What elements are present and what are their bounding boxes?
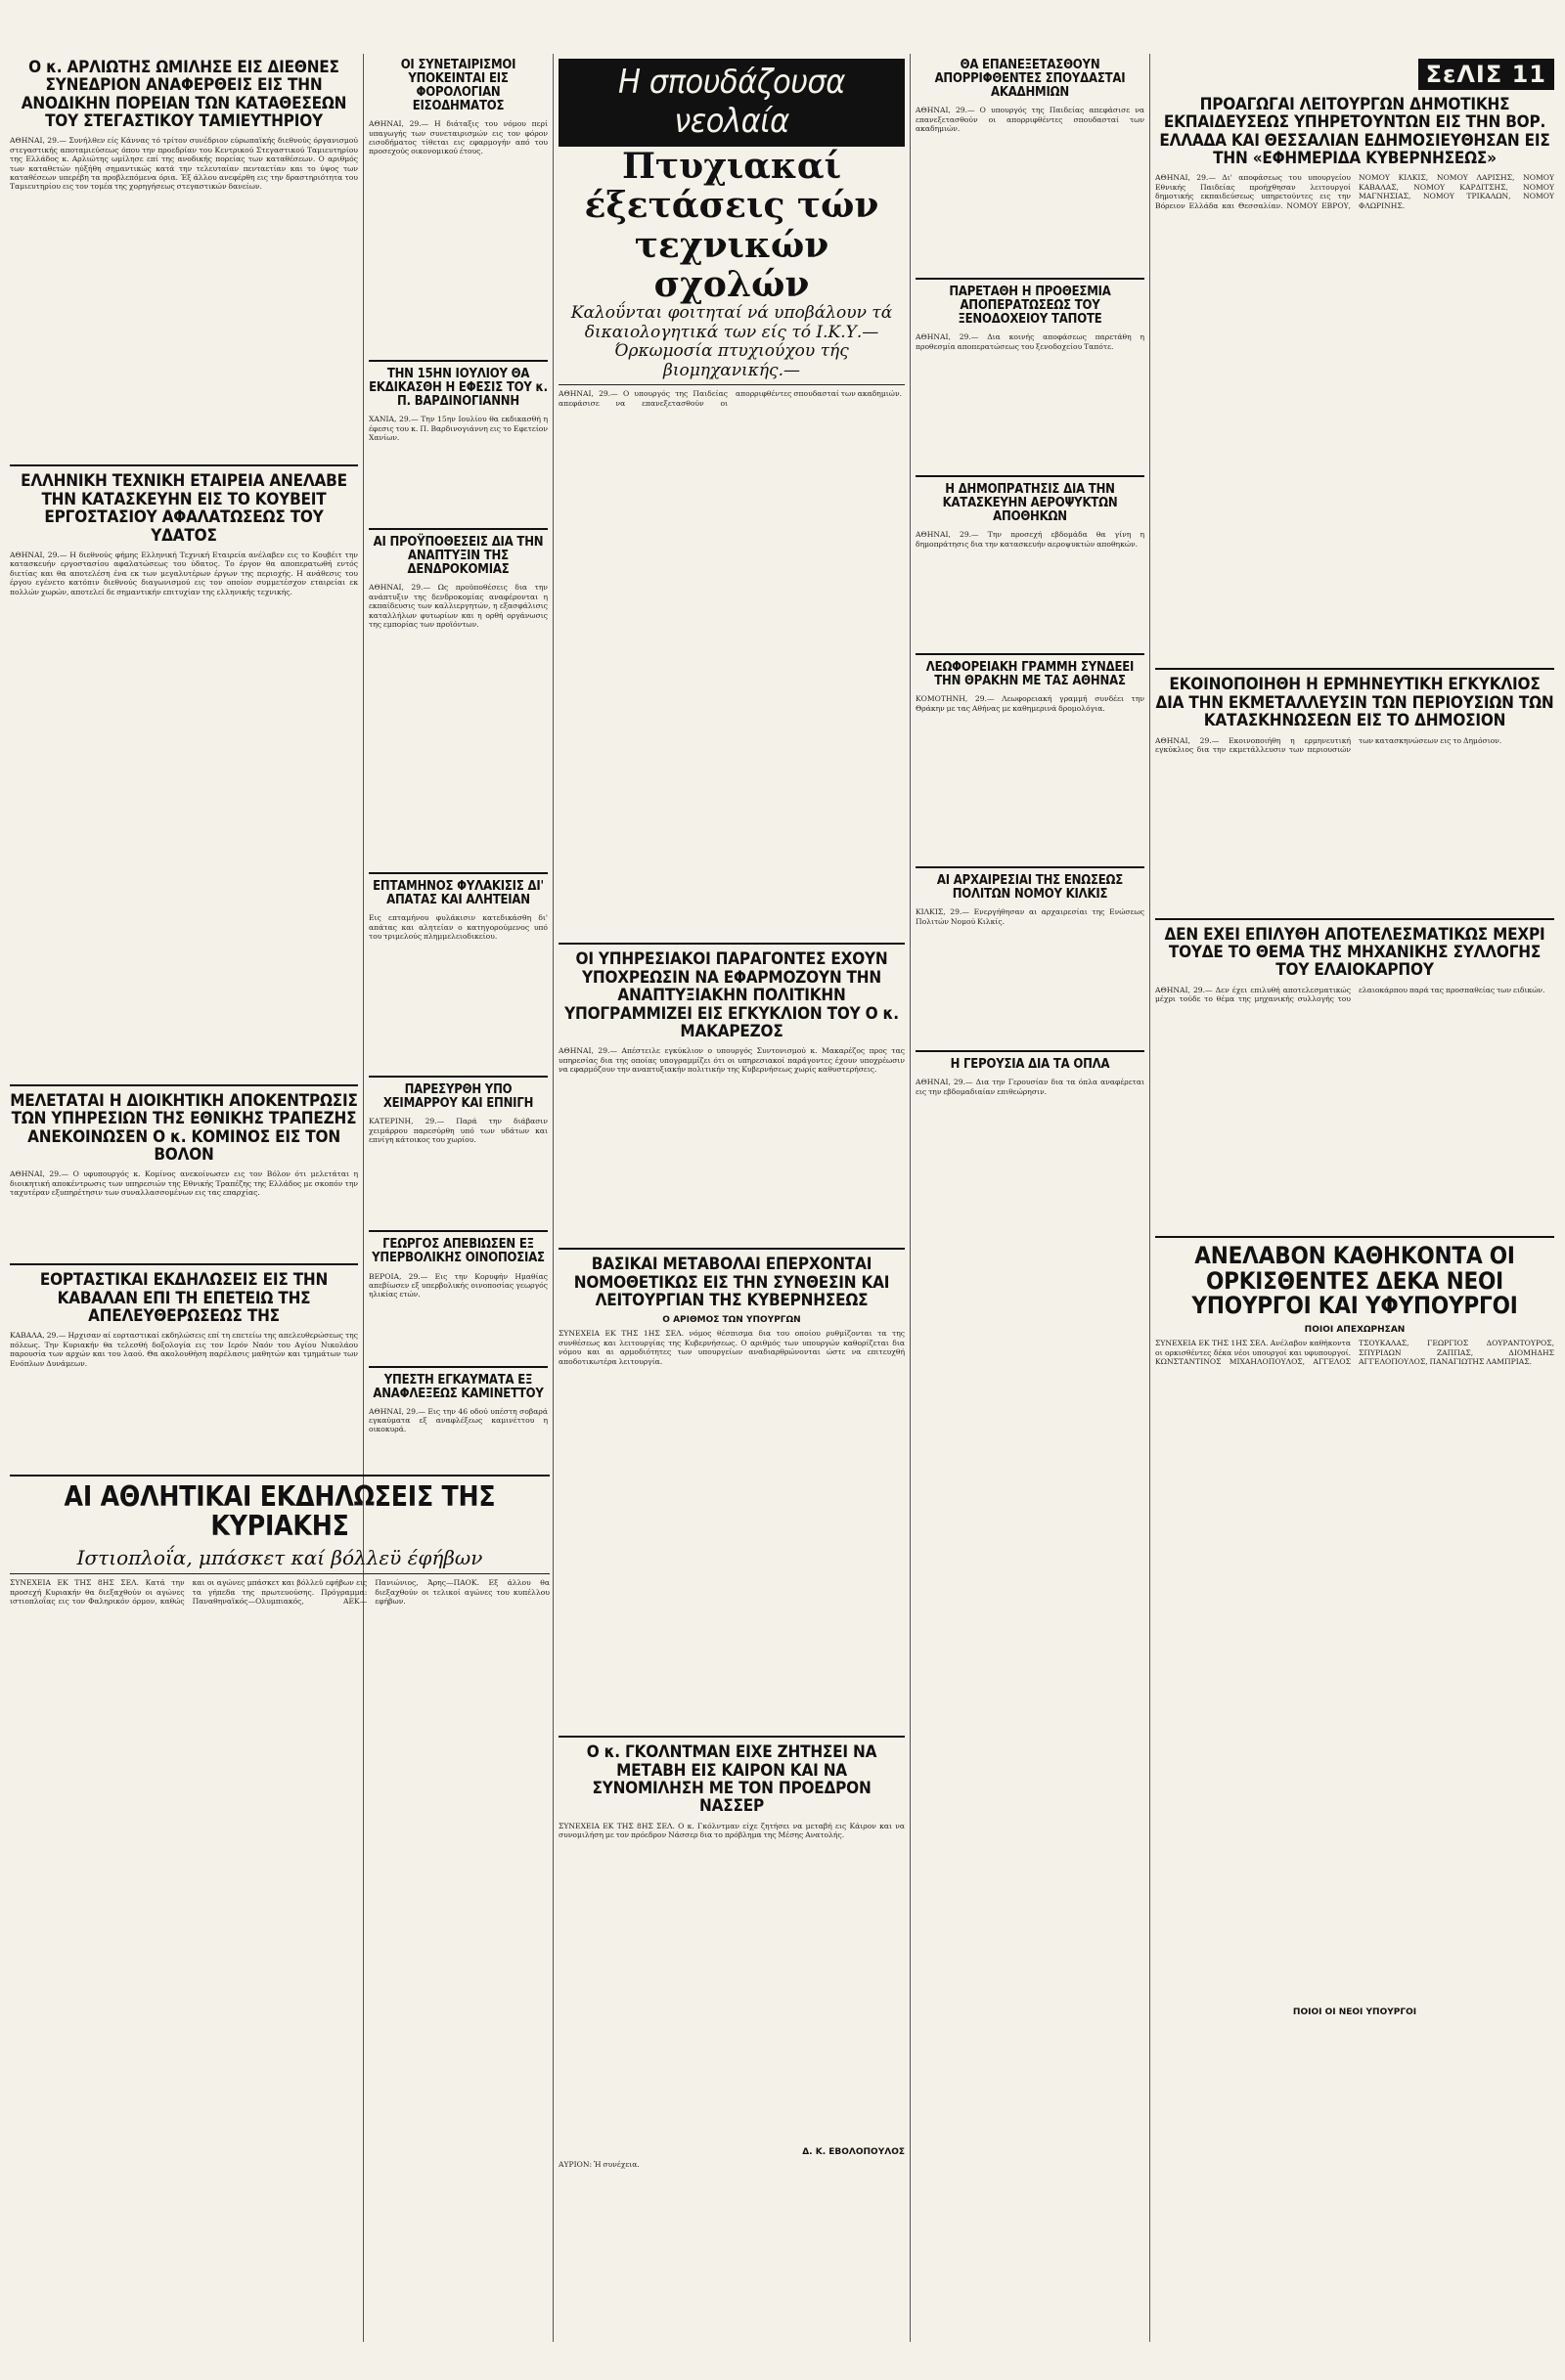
byline: Δ. Κ. ΕΒΟΛΟΠΟΥΛΟΣ [802, 2146, 905, 2157]
divider [369, 360, 548, 362]
article-body: ΑΘΗΝΑΙ, 29.— Ο υφυπουργός κ. Κομίνος ανεκοίνωσεν εις τον Βόλον ότι μελετάται η διοικητική αποκέντρωσις των υπηρεσιών της Εθνικής Τραπέζης της Ελλάδος με σκοπόν την ταχυτέραν εξυπηρέτησιν των συναλλασσομένων εις τας επαρχίας. [10, 1169, 358, 1198]
headline-farmer: ΓΕΩΡΓΟΣ ΑΠΕΒΙΩΣΕΝ ΕΞ ΥΠΕΡΒΟΛΙΚΗΣ ΟΙΝΟΠΟΣΙΑΣ [372, 1237, 545, 1266]
divider [916, 475, 1144, 477]
subsection-label: Ο ΑΡΙΘΜΟΣ ΤΩΝ ΥΠΟΥΡΓΩΝ [662, 1315, 801, 1326]
divider [369, 528, 548, 530]
divider [10, 1263, 358, 1265]
subheadline-sports: Ιστιοπλοΐα, μπάσκετ καί βόλλεϋ έφήβων [76, 1546, 483, 1570]
headline-arboriculture: ΑΙ ΠΡΟΫΠΟΘΕΣΕΙΣ ΔΙΑ ΤΗΝ ΑΝΑΠΤΥΞΙΝ ΤΗΣ ΔΕΝΔΡΟΚΟΜΙΑΣ [373, 535, 544, 578]
headline-sports: ΑΙ ΑΘΛΗΤΙΚΑΙ ΕΚΔΗΛΩΣΕΙΣ ΤΗΣ ΚΥΡΙΑΚΗΣ [64, 1480, 496, 1543]
article-body: ΑΘΗΝΑΙ, 29.— Δι' αποφάσεως του υπουργείου Εθνικής Παιδείας προήχθησαν λειτουργοί δημοτικής εκπαιδεύσεως υπηρετούντες εις την Βόρειον Ελλάδα και Θεσσαλίαν. ΝΟΜΟΥ ΕΒΡΟΥ, ΝΟΜΟΥ ΚΙΛΚΙΣ, ΝΟΜΟΥ ΛΑΡΙΣΗΣ, ΝΟΜΟΥ ΚΑΒΑΛΑΣ, ΝΟΜΟΥ ΚΑΡΔΙΤΣΗΣ, ΝΟΜΟΥ ΜΑΓΝΗΣΙΑΣ, ΝΟΜΟΥ ΤΡΙΚΑΛΩΝ, ΝΟΜΟΥ ΦΛΩΡΙΝΗΣ. [1155, 173, 1554, 210]
page-logo: ΣεΛΙΣ 11 [1418, 59, 1554, 90]
divider [369, 1076, 548, 1078]
article-body: ΣΥΝΕΧΕΙΑ ΕΚ ΤΗΣ 1ΗΣ ΣΕΛ. νόμος θέσπισμα δια του οποίου ρυθμίζονται τα της συνθέσεως και λειτουργίας της Κυβερνήσεως. Ο αριθμός των υπουργών καθορίζεται δια νόμου και αι αρμοδιότητες των υπουργείων αναδιαρθρώνονται ώστε να επιτευχθή αποδοτικωτέρα λειτουργία. [559, 1329, 905, 1366]
headline-fraud: ΕΠΤΑΜΗΝΟΣ ΦΥΛΑΚΙΣΙΣ ΔΙ' ΑΠΑΤΑΣ ΚΑΙ ΑΛΗΤΕΙΑΝ [373, 879, 544, 908]
column-divider [910, 54, 911, 2342]
article-body: ΚΑΤΕΡΙΝΗ, 29.— Παρά την διάβασιν χειμάρρου παρεσύρθη υπό των υδάτων και επνίγη κάτοικος του χωρίου. [369, 1117, 548, 1145]
headline-kavala: ΕΟΡΤΑΣΤΙΚΑΙ ΕΚΔΗΛΩΣΕΙΣ ΕΙΣ ΤΗΝ ΚΑΒΑΛΑΝ ΕΠΙ ΤΗ ΕΠΕΤΕΙΩ ΤΗΣ ΑΠΕΛΕΥΘΕΡΩΣΕΩΣ ΤΗΣ [39, 1270, 329, 1327]
divider [559, 384, 905, 385]
headline-bus-line: ΛΕΩΦΟΡΕΙΑΚΗ ΓΡΑΜΜΗ ΣΥΝΔΕΕΙ ΤΗΝ ΘΡΑΚΗΝ ΜΕ ΤΑΣ ΑΘΗΝΑΣ [925, 660, 1135, 689]
tomorrow-note: ΑΥΡΙΟΝ: Ἡ συνέχεια. [559, 2159, 640, 2169]
article-body: ΧΑΝΙΑ, 29.— Την 15ην Ιουλίου θα εκδικασθή η έφεσις του κ. Π. Βαρδινογιάννη εις το Εφετείον Χανίων. [369, 415, 548, 443]
article-body: ΣΥΝΕΧΕΙΑ ΕΚ ΤΗΣ 8ΗΣ ΣΕΛ. Κατά την προσεχή Κυριακήν θα διεξαχθούν οι αγώνες ιστιοπλοΐας εις τον Φαληρικόν όρμον, καθώς και οι αγώνες μπάσκετ και βόλλεϋ εφήβων εις τα γήπεδα της πρωτευούσης. Πρόγραμμα: Παναθηναϊκός—Ολυμπιακός, ΑΕΚ—Πανιώνιος, Άρης—ΠΑΟΚ. Εξ άλλου θα διεξαχθούν οι τελικοί αγώνες του κυπέλλου εφήβων. [10, 1578, 550, 1607]
article-body: ΑΘΗΝΑΙ, 29.— Δια την Γερουσίαν δια τα όπλα αναφέρεται εις την εβδομαδιαίαν επιθεώρησιν. [916, 1078, 1144, 1096]
headline-kuwait: ΕΛΛΗΝΙΚΗ ΤΕΧΝΙΚΗ ΕΤΑΙΡΕΙΑ ΑΝΕΛΑΒΕ ΤΗΝ ΚΑΤΑΣΚΕΥΗΝ ΕΙΣ ΤΟ ΚΟΥΒΕΙΤ ΕΡΓΟΣΤΑΣΙΟΥ ΑΦΑΛΑΤΩΣΕΩΣ ΤΟΥ ΥΔΑΤΟΣ [21, 471, 347, 546]
article-body: ΑΘΗΝΑΙ, 29.— Δεν έχει επιλυθή αποτελεσματικώς μέχρι τούδε το θέμα της μηχανικής συλλογής του ελαιοκάρπου παρά τας προσπαθείας των ειδικών. [1155, 985, 1545, 1003]
divider [559, 943, 905, 945]
article-body: ΑΘΗΝΑΙ, 29.— Απέστειλε εγκύκλιον ο υπουργός Συντονισμού κ. Μακαρέζος προς τας υπηρεσίας δια της οποίας υπογραμμίζει ότι οι υπηρεσιακοί παράγοντες έχουν υποχρέωσιν να εφαρμόζουν την αναπτυξιακήν πολιτικήν της Κυβερνήσεως χωρίς καθυστερήσεις. [559, 1046, 905, 1075]
headline-goldman: Ο κ. ΓΚΟΛΝΤΜΑΝ ΕΙΧΕ ΖΗΤΗΣΕΙ ΝΑ ΜΕΤΑΒΗ ΕΙΣ ΚΑΙΡΟΝ ΚΑΙ ΝΑ ΣΥΝΟΜΙΛΗΣΗ ΜΕ ΤΟΝ ΠΡΟΕΔΡΟΝ ΝΑΣΣΕΡ [586, 1742, 877, 1817]
divider [916, 653, 1144, 655]
divider [369, 1366, 548, 1368]
article-body: ΑΘΗΝΑΙ, 29.— Ως προϋποθέσεις δια την ανάπτυξιν της δενδροκομίας αναφέρονται η εκπαίδευσις των καλλιεργητών, η εξασφάλισις καταλλήλων φυτωρίων και η ορθή οργάνωσις της εμπορίας των προϊόντων. [369, 583, 548, 629]
article-body: ΑΘΗΝΑΙ, 29.— Ο υπουργός της Παιδείας απεφάσισε να επανεξετασθούν οι απορριφθέντες σπουδασταί των ακαδημιών. [916, 106, 1144, 133]
headline-ministers: ΑΝΕΛΑΒΟΝ ΚΑΘΗΚΟΝΤΑ ΟΙ ΟΡΚΙΣΘΕΝΤΕΣ ΔΕΚΑ ΝΕΟΙ ΥΠΟΥΡΓΟΙ ΚΑΙ ΥΦΥΠΟΥΡΓΟΙ [1191, 1241, 1518, 1320]
article-body: ΑΘΗΝΑΙ, 29.— Εις την 46 οδού υπέστη σοβαρά εγκαύματα εξ αναφλέξεως καμινέττου η οικοκυρά. [369, 1406, 548, 1434]
section-banner: Η σπουδάζουσα νεολαία [559, 59, 905, 147]
column-3 [559, 59, 905, 2169]
article-body: ΑΘΗΝΑΙ, 29.— Την προσεχή εβδομάδα θα γίνη η δημοπράτησις δια την κατασκευήν αεροψυκτών αποθηκών. [916, 530, 1144, 549]
column-1 [10, 59, 358, 1448]
column-divider [1149, 54, 1150, 2342]
divider [369, 1230, 548, 1232]
main-subheadline: Καλοΰνται φοιτηταί νά υποβάλουν τά δικαιολογητικά των είς τό Ι.Κ.Υ.—Όρκωμοσία πτυχιούχου τής βιομηχανικής.— [570, 303, 893, 380]
headline-national-bank: ΜΕΛΕΤΑΤΑΙ Η ΔΙΟΙΚΗΤΙΚΗ ΑΠΟΚΕΝΤΡΩΣΙΣ ΤΩΝ ΥΠΗΡΕΣΙΩΝ ΤΗΣ ΕΘΝΙΚΗΣ ΤΡΑΠΕΖΗΣ ΑΝΕΚΟΙΝΩΣΕΝ Ο κ. ΚΟΜΙΝΟΣ ΕΙΣ ΤΟΝ ΒΟΛΟΝ [10, 1090, 358, 1165]
divider [1155, 668, 1554, 670]
headline-torrent: ΠΑΡΕΣΥΡΘΗ ΥΠΟ ΧΕΙΜΑΡΡΟΥ ΚΑΙ ΕΠΝΙΓΗ [382, 1082, 534, 1112]
article-body: ΑΘΗΝΑΙ, 29.— Εκοινοποιήθη η ερμηνευτική εγκύκλιος δια την εκμετάλλευσιν των περιουσιών των κατασκηνώσεων εις το Δημόσιον. [1155, 735, 1502, 754]
headline-cooperatives: ΟΙ ΣΥΝΕΤΑΙΡΙΣΜΟΙ ΥΠΟΚΕΙΝΤΑΙ ΕΙΣ ΦΟΡΟΛΟΓΙΑΝ ΕΙΣΟΔΗΜΑΤΟΣ [400, 58, 516, 114]
headline-cold-storage: Η ΔΗΜΟΠΡΑΤΗΣΙΣ ΔΙΑ ΤΗΝ ΚΑΤΑΣΚΕΥΗΝ ΑΕΡΟΨΥΚΤΩΝ ΑΠΟΘΗΚΩΝ [942, 482, 1118, 525]
headline-kilkis: ΑΙ ΑΡΧΑΙΡΕΣΙΑΙ ΤΗΣ ΕΝΩΣΕΩΣ ΠΟΛΙΤΩΝ ΝΟΜΟΥ ΚΙΛΚΙΣ [936, 873, 1124, 903]
article-body: ΣΥΝΕΧΕΙΑ ΕΚ ΤΗΣ 1ΗΣ ΣΕΛ. Ανέλαβον καθήκοντα οι ορκισθέντες δέκα νέοι υπουργοί και υφυπουργοί. ΚΩΝΣΤΑΝΤΙΝΟΣ ΜΙΧΑΗΛΟΠΟΥΛΟΣ, ΑΓΓΕΛΟΣ ΤΣΟΥΚΑΛΑΣ, ΓΕΩΡΓΙΟΣ ΔΟΥΡΑΝΤΟΥΡΟΣ, ΣΠΥΡΙΔΩΝ ΖΑΠΠΑΣ, ΔΙΟΜΗΔΗΣ ΑΓΓΕΛΟΠΟΥΛΟΣ, ΠΑΝΑΓΙΩΤΗΣ ΛΑΜΠΡΙΑΣ. [1155, 1339, 1554, 1367]
headline-arliotis: Ο κ. ΑΡΛΙΩΤΗΣ ΩΜΙΛΗΣΕ ΕΙΣ ΔΙΕΘΝΕΣ ΣΥΝΕΔΡΙΟΝ ΑΝΑΦΕΡΘΕΙΣ ΕΙΣ ΤΗΝ ΑΝΟΔΙΚΗΝ ΠΟΡΕΙΑΝ ΤΩΝ ΚΑΤΑΘΕΣΕΩΝ ΤΟΥ ΣΤΕΓΑΣΤΙΚΟΥ ΤΑΜΙΕΥΤΗΡΙΟΥ [21, 58, 347, 132]
divider [10, 1573, 550, 1574]
headline-promotions: ΠΡΟΑΓΩΓΑΙ ΛΕΙΤΟΥΡΓΩΝ ΔΗΜΟΤΙΚΗΣ ΕΚΠΑΙΔΕΥΣΕΩΣ ΥΠΗΡΕΤΟΥΝΤΩΝ ΕΙΣ ΤΗΝ ΒΟΡ. ΕΛΛΑΔΑ ΚΑΙ ΘΕΣΣΑΛΙΑΝ ΕΔΗΜΟΣΙΕΥΘΗΣΑΝ ΕΙΣ ΤΗΝ «ΕΦΗΜΕΡΙΔΑ ΚΥΒΕΡΝΗΣΕΩΣ» [1159, 95, 1550, 169]
article-body: ΑΘΗΝΑΙ, 29.— Δια κοινής αποφάσεως παρετάθη η προθεσμία αποπερατώσεως του ξενοδοχείου Ταπότε. [916, 332, 1144, 351]
article-body: ΚΟΜΟΤΗΝΗ, 29.— Λεωφορειακή γραμμή συνδέει την Θράκην με τας Αθήνας με καθημερινά δρομολόγια. [916, 694, 1144, 713]
headline-makarezos: ΟΙ ΥΠΗΡΕΣΙΑΚΟΙ ΠΑΡΑΓΟΝΤΕΣ ΕΧΟΥΝ ΥΠΟΧΡΕΩΣΙΝ ΝΑ ΕΦΑΡΜΟΖΟΥΝ ΤΗΝ ΑΝΑΠΤΥΞΙΑΚΗΝ ΠΟΛΙΤΙΚΗΝ ΥΠΟΓΡΑΜΜΙΖΕΙ ΕΙΣ ΕΓΚΥΚΛΙΟΝ ΤΟΥ Ο κ. ΜΑΚΑΡΕΖΟΣ [564, 949, 899, 1041]
article-body: ΚΙΛΚΙΣ, 29.— Ενεργήθησαν αι αρχαιρεσίαι της Ενώσεως Πολιτών Νομού Κιλκίς. [916, 907, 1144, 926]
column-5 [1155, 59, 1554, 2021]
divider [10, 1084, 358, 1086]
logo-wrap [1155, 59, 1554, 90]
headline-camps: ΕΚΟΙΝΟΠΟΙΗΘΗ Η ΕΡΜΗΝΕΥΤΙΚΗ ΕΓΚΥΚΛΙΟΣ ΔΙΑ ΤΗΝ ΕΚΜΕΤΑΛΛΕΥΣΙΝ ΤΩΝ ΠΕΡΙΟΥΣΙΩΝ ΤΩΝ ΚΑΤΑΣΚΗΝΩΣΕΩΝ ΕΙΣ ΤΟ ΔΗΜΟΣΙΟΝ [1155, 675, 1554, 731]
article-body: ΚΑΒΑΛΑ, 29.— Ηρχισαν αί εορταστικαί εκδηλώσεις επί τη επετείω της απελευθερώσεως της πόλεως. Την Κυριακήν θα τελεσθή δοξολογία εις τον Ιερόν Ναόν του Αγίου Νικολάου παρουσία των αρχών και του λαού. Θα ακολουθήση παρέλασις μαθητών και τμημάτων των Ενόπλων Δυνάμεων. [10, 1331, 358, 1368]
article-body: ΒΕΡΟΙΑ, 29.— Εις την Κορυφήν Ημαθίας απεβίωσεν εξ υπερβολικής οινοποσίας γεωργός ηλικίας ετών. [369, 1271, 548, 1300]
headline-burns: ΥΠΕΣΤΗ ΕΓΚΑΥΜΑΤΑ ΕΞ ΑΝΑΦΛΕΞΕΩΣ ΚΑΜΙΝΕΤΤΟΥ [373, 1372, 544, 1401]
divider [10, 464, 358, 466]
column-2 [369, 59, 548, 1495]
headline-gerousia: Η ΓΕΡΟΥΣΙΑ ΔΙΑ ΤΑ ΟΠΛΑ [950, 1057, 1110, 1073]
column-divider [553, 54, 554, 2342]
divider [1155, 918, 1554, 920]
divider [916, 1050, 1144, 1052]
article-body: ΑΘΗΝΑΙ, 29.— Ο υπουργός της Παιδείας απεφάσισε να επανεξετασθούν οι απορριφθέντες σπουδασταί των ακαδημιών. [559, 389, 902, 408]
article-body: ΑΘΗΝΑΙ, 29.— Η διεθνούς φήμης Ελληνική Τεχνική Εταιρεία ανέλαβεν εις το Κουβέιτ την κατασκευήν εργοστασίου αφαλατώσεως του ύδατος. Το έργον θα αποπερατωθή εντός διετίας και θα αποτελέση ένα εκ των μεγαλυτέρων έργων της περιοχής. Η ανάθεσις του έργου εγένετο κατόπιν διεθνούς διαγωνισμού εις τον οποίον συμμετέσχον εταιρείαι εκ πολλών χωρών, αποτελεί δε σημαντικήν επιτυχίαν της ελληνικής τεχνικής. [10, 550, 358, 596]
subsection-label: ΠΟΙΟΙ ΟΙ ΝΕΟΙ ΥΠΟΥΡΓΟΙ [1292, 2007, 1417, 2018]
divider [369, 872, 548, 874]
divider [559, 1736, 905, 1738]
divider [916, 278, 1144, 280]
newspaper-page [8, 0, 1557, 2350]
headline-academies: ΘΑ ΕΠΑΝΕΞΕΤΑΣΘΟΥΝ ΑΠΟΡΡΙΦΘΕΝΤΕΣ ΣΠΟΥΔΑΣΤΑΙ ΑΚΑΔΗΜΙΩΝ [934, 58, 1126, 101]
divider [559, 1248, 905, 1250]
divider [1155, 1236, 1554, 1238]
article-body: Εις επταμήνου φυλάκισιν κατεδικάσθη δι' απάτας και αλητείαν ο κατηγορούμενος υπό του τριμελούς πλημμελειοδικείου. [369, 913, 548, 942]
subsection-label: ΠΟΙΟΙ ΑΠΕΧΩΡΗΣΑΝ [1304, 1325, 1406, 1336]
article-body: ΑΘΗΝΑΙ, 29.— Συνήλθεν είς Κάννας τό τρίτον συνέδριον εύρωπαϊκής διεθνούς όργανισμού στεγαστικής αποταμιεύσεως όπου την προεδρίαν του Κεντρικού Στεγαστικού Ταμιευτηρίου της Ελλάδος κ. Αρλιώτης ωμίλησε επί της ανοδικής πορείας των καταθέσεων. Ο αριθμός των καταθετών ηύξήθη σημαντικώς κατά την τελευταίαν πενταετίαν και το ύψος των καταθέσεων υπερέβη τα προβλεπόμενα όρια. Έξ άλλου ανεφέρθη εις την δραστηριότητα του Ταμιευτηρίου εις τον τομέα της χορηγήσεως στεγαστικών δανείων. [10, 136, 358, 192]
headline-appeal: ΤΗΝ 15ΗΝ ΙΟΥΛΙΟΥ ΘΑ ΕΚΔΙΚΑΣΘΗ Η ΕΦΕΣΙΣ ΤΟΥ κ. Π. ΒΑΡΔΙΝΟΓΙΑΝΝΗ [369, 367, 548, 410]
headline-olives: ΔΕΝ ΕΧΕΙ ΕΠΙΛΥΘΗ ΑΠΟΤΕΛΕΣΜΑΤΙΚΩΣ ΜΕΧΡΙ ΤΟΥΔΕ ΤΟ ΘΕΜΑ ΤΗΣ ΜΗΧΑΝΙΚΗΣ ΣΥΛΛΟΓΗΣ ΤΟΥ ΕΛΑΙΟΚΑΡΠΟΥ [1164, 924, 1545, 981]
main-headline: Πτυχιακαί έξετάσεις τών τεχνικών σχολών [584, 146, 879, 305]
divider [916, 866, 1144, 868]
article-body: ΣΥΝΕΧΕΙΑ ΕΚ ΤΗΣ 8ΗΣ ΣΕΛ. Ο κ. Γκόλντμαν είχε ζητήσει να μεταβή εις Κάιρον και να συνομιλήση με τον πρόεδρον Νάσσερ δια το πρόβλημα της Μέσης Ανατολής. [559, 1821, 905, 1840]
article-body: ΑΘΗΝΑΙ, 29.— Η διάταξις του νόμου περί υπαγωγής των συνεταιρισμών εις τον φόρον εισοδήματος τίθεται εις εφαρμογήν από του προσεχούς οικονομικού έτους. [369, 119, 548, 156]
column-4 [916, 59, 1144, 1322]
sports-section [10, 1469, 550, 2380]
headline-government: ΒΑΣΙΚΑΙ ΜΕΤΑΒΟΛΑΙ ΕΠΕΡΧΟΝΤΑΙ ΝΟΜΟΘΕΤΙΚΩΣ ΕΙΣ ΤΗΝ ΣΥΝΘΕΣΙΝ ΚΑΙ ΛΕΙΤΟΥΡΓΙΑΝ ΤΗΣ ΚΥΒΕΡΝΗΣΕΩΣ [573, 1255, 890, 1310]
headline-hotel: ΠΑΡΕΤΑΘΗ Η ΠΡΟΘΕΣΜΙΑ ΑΠΟΠΕΡΑΤΩΣΕΩΣ ΤΟΥ ΞΕΝΟΔΟΧΕΙΟΥ ΤΑΠΟΤΕ [949, 285, 1111, 328]
